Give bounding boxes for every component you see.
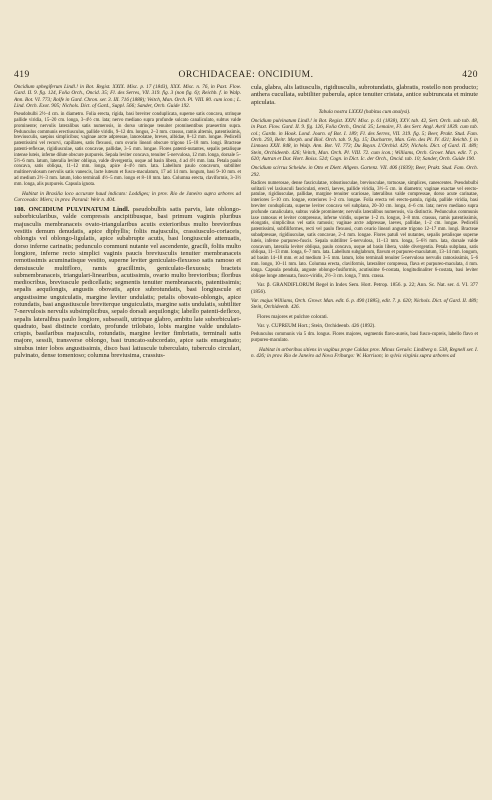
variety-description: Flores majores et pulchre colorati. (257, 313, 329, 320)
variety-description: Pedunculus communis via 5 dm. longus. Flores majores, segmentis flavo-aureis, basi fusco-cupreis, labello flavo et purpureo-maculato. (251, 332, 478, 343)
right-column (251, 84, 478, 362)
left-column (14, 84, 241, 362)
species-description: Radices numerosae, dense fasciculatae, robustiusculae, breviusculae, tortuosae, simplices, canescentes. Pseudobulbi solitarii vel laxiusculi fasciculati, erecti, laeves, pallide viridia, 3½–5 cm. in diametro; vaginae exactae vel erecto-patulae, rigidiusculae, pallidae, margine tenuiter scariosae, lateralibus valde compressae, dorso acute carinatae, interiores 5–10 cm. longae, exteriores 1–2 cm. longae. Folia erecta vel erecto-patula, rigida, pallide viridia, basi breviter conduplicata, superne leviter concava vel subplana, 20–30 cm. longa, 4–6 cm. lata; nervo mediano supra profunde canaliculato, subtus valde prominente; nervulis lateralibus numerosis, via distinctis. Pedunculus communis laxe ramosus et leviter compressus, inferne viridis, superne 1–2 m. longus, 3–8 mm. crassus, ramis patentissimis, elongatis, simplicibus vel satis ramosis; vaginae arcte adpressae, laeves, pallidae, 1–2 cm. longae. Pedicelli patentissimi, subfiliformes, recti vel paulo flexuosi, cum ovario lineari anguste trigono 12–17 mm. longi. Bracteae subadpressae, rigidiusculae, satis concavae, 2–4 mm. longae. Flores patuli vel nutantes, sepalis petalisque superne luteis, inferne purpureo-fuscis. Sepala subtiliter 5-nervulosa, 11–13 mm. longa, 5–6½ mm. lata, dorsale valde concavum, lateralia leviter obliqua, paulo concava, usque ad basin libera, valde divergentia. Petala subplana, satis obliqua, 11–13 mm. longa, 6–7 mm. lata. Labellum subglabrum, flavum et purpureo-maculatum, 13–14 mm. longum, ad basim 14–18 mm. et ad medium 3–5 mm. latum, lobo terminali tenuiter 5-nervuloso nervulis ramosissimis, 5–6 mm. longo, 10–11 mm. lato. Columna erecta, claviformis, lateraliter compressa, flava et purpureo-maculata, 4 mm. longa. Capsula pendula, anguste oblongo-fusiformis, acutissime 6-costata, longitudinaliter 6-costata, basi leviter oblique longe attenuata, fusco-viridis, 2½–3 cm. longa, 7 mm. crassa. (251, 180, 478, 279)
habitat-note: Habitat in Brasilia loco accurate haud indicato: Loddiges; in prov. Rio de Janeiro supra arbores ad Corcovado: Miers; in prov. Paraná: Weir n. 404. (14, 190, 241, 203)
right-page-number: 420 (462, 70, 478, 80)
synonymy-reference: Oncidium scirrus Scheidw. in Otto et Dietr. Allgem. Gartenz. VII. 406 (1839); Beer, Prakt. Stud. Fam. Orch. 292. (251, 165, 478, 178)
variety-heading: Var. β. GRANDIFLORUM Regel in Index Sem. Hort. Petrop. 1856. p. 22; Ann. Sc. Nat. ser. 4. VI. 377 (1856). (251, 282, 478, 295)
species-entry (14, 206, 241, 359)
habitat-note: Habitat in arboribus sitiens in vagibus prope Caldas prov. Minas Geraës: Lindberg n. 538, Regnell ser. I. n. 426; in prov. Rio de Janeiro ad Nova Friburgo: W. Harrison; in sylvis virginis supra arbores ad (251, 346, 478, 360)
plate-reference: Tabula nostra LXXXI (habitus cum analysi). (318, 108, 411, 115)
species-heading: 108. ONCIDIUM PULVINATUM Lindl. (14, 206, 130, 214)
running-title: ORCHIDACEAE: ONCIDIUM. (178, 70, 314, 80)
two-column-body (14, 84, 478, 362)
synonymy-reference: Oncidium sphegiferum Lindl.! in Bot. Regist. XXIX. Misc. p. 17 (1843), XXX. Misc. n. 76, in Paxt. Flow. Gard. II. 9. fig. 124, Folia Orch., Oncid. 35; Fl. des Serres, VII. 319. fig. 3 (non fig. 6); Reichb. f. in Walp. Ann. Bot. VI. 773; Rolfe in Gard. Chron. ser. 3. III. 716 (1888); Veitch, Man. Orch. Pl. VIII. 80. cum icon.; L. Lind. Orch. Exot. 905; Nichols. Dict. of Gard., Suppl. 566; Sander, Orch. Guide 192. (14, 84, 241, 109)
variety-reference: Var. majus Williams, Orch. Growr. Man. edit. 6. p. 490 (1885), edit. 7. p. 620; Nichols. Dict. of Gard. II. 489; Stein, Orchideenb. 426. (251, 298, 478, 311)
left-page-number: 419 (14, 70, 30, 80)
species-diagnosis: pseudobulbis satis parvis, late oblongo-suborbicularibus, valde compressis ancipitibusque, basi primum vaginis pluribus majusculis membranaceis ovato-triangularibus acutis exterioribus multo brevioribus vestitis demum denudatis, apice diphyllis; foliis majusculis, crassiusculo-coriaceis, oblongis vel oblongo-ligulatis, apice subabrupte acutis, basi longiuscule attenuatis, dorso inferne carinatis; pedunculo communi nutante vel ascendente, gracili, foliis multo longiore, inferne recto simplici vaginis paucis breviusculis tenuiter membranaceis remotissimis acuminatisque vestito, superne leviter geniculato-flexuoso satis ramoso et densiuscule multifloro, ramis gracillimis, geniculato-flexuosis; bracteis submembranaceis, triangulari-linearibus, acutissimis, ovario multo brevioribus; floribus mediocribus, breviuscule pedicellatis; segmentis tenuiter membranaceis, patentissimis; sepalis aequilongis, angustis obovatis, apice subrotundatis, basi longiuscule et angustissime unguiculatis, margine leviter undulatis; petalis obovato-oblongis, apice rotundatis, basi angustiuscule breviterque unguiculatis, margine satis undulatis, subtiliter 7-nervulosis nervulis subsimplicibus, sepalo dorsali aequilongis; labello patenti-deflexo, sepalis lateralibus paulo longiore, subsessili, utrinque glabro, ambitu late suborbiculari-quadrato, basi distincte cordato, profunde trilobato, lobis margine valde undulato-crispis, basilaribus majusculis, rotundatis, margine leviter fimbriatis, terminali satis majore, sessili, transverse oblongo, basi truncato-subcordato, apice satis emarginato; sinubus inter lobos angustissimis, disco basi latiuscule tuberculato, tuberculo circulari, pulvinato, dense tomentoso; columna breviusima, crassius- (14, 206, 241, 360)
page-header (14, 70, 478, 80)
variety-heading: Var. γ. CUPREUM Hort.; Stein, Orchideenb. 426 (1892). (257, 322, 376, 329)
species-description: Pseudobulbi 2½–4 cm. in diametro. Folia erecta, rigida, basi breviter conduplicata, superne satis concava, utrinque pallide viridia, 15–20 cm. longa, 3–4½ cm. lata; nervo mediano supra profunde sulcato canaliculato, subtus valde prominente; nervulis lateralibus satis numerosis, in dorso utrinque tenuiter prominentibus praesertim supra. Pedunculus communis erectiusculus, pallide viridis, 9–12 dm. longus, 2–3 mm. crassus, ramis alternis, patentissimis, breviusculis, saepius simplicibus; vaginae arcte adpressae, lanceolatae, breves, albidae, 8–12 mm. longae. Pedicelli patentissimi vel recurvi, capillares, satis flexuosi, cum ovario lineari obscure trigono 15–18 mm. longi. Bracteae patenti-reflexae, rigidiusculae, satis concavae, pallidae, 3–5 mm. longae. Flores patenti-nutantes, sepalis petalisque intense luteis, inferne dilute obscure purpureis. Sepala leviter concava, tenuiter 5-nervulosa, 12 mm. longa, dorsale 5–5½–6 mm. latum, lateralia leviter obliqua, valde divergentia, usque ad basin libera, 4 ad 4½ mm. lata. Petala paulo concava, satis obliqua, 11–12 mm. longa, apice 4–4½ mm. lata. Labellum paulo concavum, subtiliter multinervulosum nervulis satis vanescis, lacte luteum et fusco-maculatum, 17 ad 14 mm. longum, basi 9–10 mm. et ad medium 2½–3 mm. latum, lobo terminali 4½–5 mm. longo et 8–10 mm. lato. Columna erecta, claviformis, 3–3½ mm. longa, alis purpureis. Capsula ignota. (14, 112, 241, 187)
synonymy-reference: Oncidium pulvinatum Lindl.! in Bot. Regist. XXIV. Misc. p. 61 (1838), XXV. tab. 42, Sert. Orch. sub tab. 48, in Paxt. Flow. Gard. II. 9. fig. 126, Folia Orch., Oncid. 35; Lemaire, Fl. des Serr. Angl. Avril 1839. cum tab. col.; Gardn. in Hook. Lond. Journ. of Bot. I. 189; Fl. des Serres, VII. 319. fig. 5; Beer, Prakt. Stud. Fam. Orch. 293, Beitr. Morph. und Biol. Orch. tab. 9. fig. 15; Duchartre, Man. Gén. des Pl. IV. 431; Reichb. f. in Linnaea XXII. 848, in Walp. Ann. Bot. VI. 773; Du Buysn. L'Orchid. 429; Nichols. Dict. of Gard. II. 489; Stein, Orchideenb. 426; Veitch, Man. Orch. Pl. VIII. 72. cum icon.; Williams, Orch. Growr. Man. edit. 7. p. 620; Autran et Dur. Hort. Boiss. 524; Cogn. in Dict. Ic. der Orch., Oncid. tab. 10; Sander, Orch. Guide 190. (251, 118, 478, 162)
diagnosis-continuation: cula, glabra, alis latiusculis, rigidiusculis, subrotundatis, glabratis, rostello non producto; anthera cucullata, subtiliter puberula, apice tenuiter cristata, antice subtruncata et minute apiculata. (251, 84, 478, 106)
